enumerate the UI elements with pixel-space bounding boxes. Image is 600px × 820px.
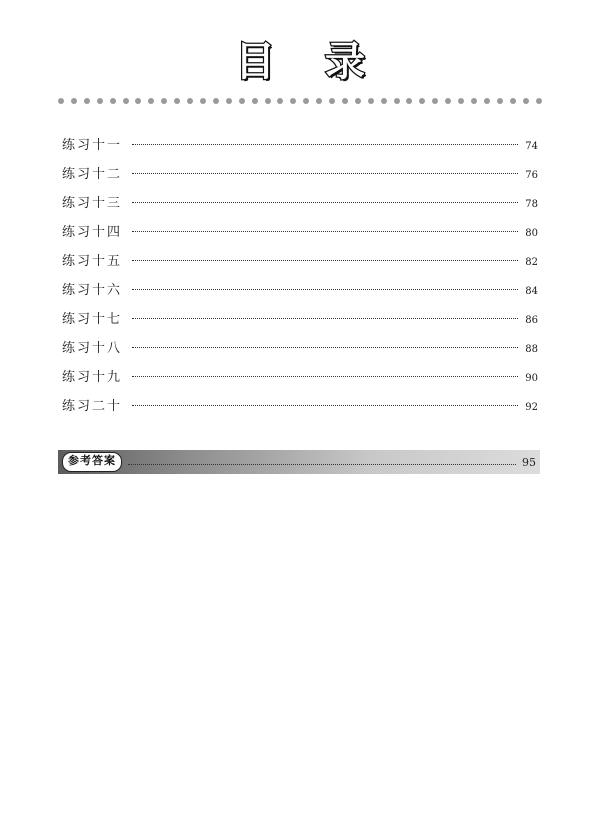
divider-dot [458,98,464,104]
divider-dot [419,98,425,104]
toc-entry-page: 92 [525,402,538,413]
toc-entry-page: 84 [525,286,538,297]
dot-leader [132,376,518,377]
dot-leader [132,405,518,406]
divider-dot [97,98,103,104]
dot-leader [132,231,518,232]
toc-entry-label: 练习十七 [62,312,123,327]
toc-entry-page: 80 [525,228,538,239]
divider-dot [394,98,400,104]
dot-leader [128,464,516,465]
divider-dot [265,98,271,104]
answers-badge: 参考答案 [62,452,122,472]
dot-leader [132,289,518,290]
dot-leader [132,347,518,348]
table-of-contents [62,134,538,424]
toc-entry[interactable] [62,250,538,279]
toc-entry-page: 88 [525,344,538,355]
toc-entry-label: 练习十八 [62,341,123,356]
toc-entry-page: 74 [525,141,538,152]
divider-dot [135,98,141,104]
divider-dot [445,98,451,104]
toc-entry-page: 78 [525,199,538,210]
toc-entry[interactable] [62,395,538,424]
dot-leader [132,318,518,319]
divider-dot [368,98,374,104]
dot-leader [132,202,518,203]
divider-dot [123,98,129,104]
divider-dot [213,98,219,104]
toc-entry[interactable] [62,163,538,192]
divider-dot [342,98,348,104]
toc-entry[interactable] [62,337,538,366]
toc-entry-label: 练习十三 [62,196,123,211]
divider-dot [110,98,116,104]
divider-dot [71,98,77,104]
divider-dot [277,98,283,104]
divider-dot [200,98,206,104]
dot-leader [132,173,518,174]
divider-dot [226,98,232,104]
divider-dot [290,98,296,104]
divider-dot [252,98,258,104]
toc-entry-label: 练习十五 [62,254,123,269]
divider-dot [471,98,477,104]
answers-entry[interactable] [58,450,540,474]
divider-dot [303,98,309,104]
toc-entry-label: 练习十六 [62,283,123,298]
divider-dot [174,98,180,104]
divider-dot [58,98,64,104]
divider-dot [432,98,438,104]
toc-entry-page: 82 [525,257,538,268]
answers-page: 95 [522,455,536,469]
divider-dot [484,98,490,104]
divider-dot [406,98,412,104]
divider-dot [316,98,322,104]
toc-entry-label: 练习十二 [62,167,123,182]
toc-entry[interactable] [62,221,538,250]
divider-dot [381,98,387,104]
divider-dot [523,98,529,104]
page-header [0,38,600,86]
toc-entry-label: 练习二十 [62,399,123,414]
toc-entry[interactable] [62,192,538,221]
toc-entry-label: 练习十一 [62,138,123,153]
toc-entry[interactable] [62,279,538,308]
toc-entry[interactable] [62,308,538,337]
divider-dot [536,98,542,104]
divider-dot [161,98,167,104]
dot-leader [132,260,518,261]
divider-dot [239,98,245,104]
toc-entry-label: 练习十九 [62,370,123,385]
toc-entry-page: 90 [525,373,538,384]
divider-dot [510,98,516,104]
divider-dot [84,98,90,104]
toc-entry[interactable] [62,366,538,395]
toc-entry[interactable] [62,134,538,163]
page-title: 目 录 [235,39,383,85]
dot-leader [132,144,518,145]
toc-entry-label: 练习十四 [62,225,123,240]
dotted-divider [58,98,542,106]
divider-dot [187,98,193,104]
divider-dot [148,98,154,104]
divider-dot [497,98,503,104]
toc-entry-page: 86 [525,315,538,326]
divider-dot [329,98,335,104]
toc-entry-page: 76 [525,170,538,181]
divider-dot [355,98,361,104]
